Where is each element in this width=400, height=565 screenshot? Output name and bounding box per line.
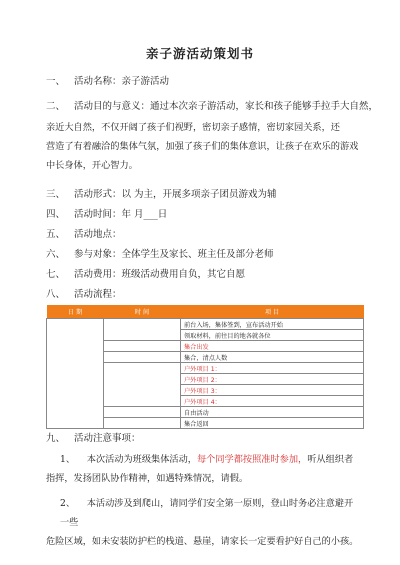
note-text: 危险区域，如未安装防护栏的栈道、悬崖，请家长一定要看护好自己的小孩。 xyxy=(46,536,359,547)
time-cell xyxy=(104,418,181,429)
item-cell: 户外项目 4： xyxy=(181,396,364,407)
schedule-table xyxy=(46,305,364,429)
item-cell: 户外项目 1： xyxy=(181,363,364,374)
item-cell: 集合返回 xyxy=(181,418,364,429)
note-text: 本活动涉及到爬山，请同学们安全第一原则，登山时务必注意避开一些 xyxy=(60,498,354,528)
section-purpose: 二、 活动目的与意义：通过本次亲子游活动，家长和孩子能够手拉手大自然， xyxy=(46,101,379,112)
section-format: 三、 活动形式：以 为主，开展多项亲子团员游戏为辅 xyxy=(46,189,277,200)
note-text: 指挥，发扬团队协作精神，如遇特殊情况，请假。 xyxy=(46,473,249,484)
document-title: 亲子游活动策划书 xyxy=(145,46,254,61)
schedule-header-row xyxy=(47,305,364,319)
section-activity-name: 一、 活动名称：亲子游活动 xyxy=(46,76,170,87)
note-text: 听从组织者 xyxy=(307,454,354,465)
table-row xyxy=(47,319,364,330)
purpose-line: 亲近大自然，不仅开阔了孩子们视野，密切亲子感情，密切家园关系，还 xyxy=(46,122,340,133)
time-cell xyxy=(104,407,181,418)
section-cost: 七、 活动费用：班级活动费用自负，其它自愿 xyxy=(46,269,246,280)
note-2 xyxy=(46,494,362,551)
date-cell xyxy=(47,319,104,429)
purpose-line: 中长身体，开心智力。 xyxy=(46,160,138,171)
item-cell: 集合，清点人数 xyxy=(181,352,364,363)
section-notes: 九、 活动注意事项： xyxy=(46,433,141,444)
item-cell: 户外项目 3： xyxy=(181,385,364,396)
header-date: 日 期 xyxy=(47,305,104,319)
item-cell: 前台入场，集体签到，宣布活动开始 xyxy=(181,319,364,330)
section-time: 四、 活动时间：年 月___日 xyxy=(46,209,168,220)
item-cell: 自由活动 xyxy=(181,407,364,418)
item-cell: 领取材料，前往目的地各就各位 xyxy=(181,330,364,341)
header-time: 时 间 xyxy=(104,305,181,319)
note-number: 2、 xyxy=(60,498,76,509)
item-cell: 户外项目 2： xyxy=(181,374,364,385)
header-item: 项 目 xyxy=(181,305,364,319)
time-cell xyxy=(104,352,181,363)
purpose-line: 营造了有着融洽的集体气氛，加强了孩子们的集体意识，让孩子在欢乐的游戏 xyxy=(46,141,359,152)
time-cell xyxy=(104,363,181,407)
section-participants: 六、 参与对象：全体学生及家长、班主任及部分老师 xyxy=(46,249,274,260)
note-highlight: 每个同学都按照准时参加， xyxy=(196,454,308,465)
note-text: 本次活动为班级集体活动， xyxy=(86,454,197,465)
section-schedule: 八、 活动流程： xyxy=(46,289,122,300)
purpose-body xyxy=(46,118,362,175)
time-cell xyxy=(104,341,181,352)
section-location: 五、 活动地点： xyxy=(46,229,122,240)
note-number: 1、 xyxy=(60,454,76,465)
time-cell xyxy=(104,319,181,341)
item-cell: 集合出发 xyxy=(181,341,364,352)
note-1 xyxy=(46,450,362,488)
